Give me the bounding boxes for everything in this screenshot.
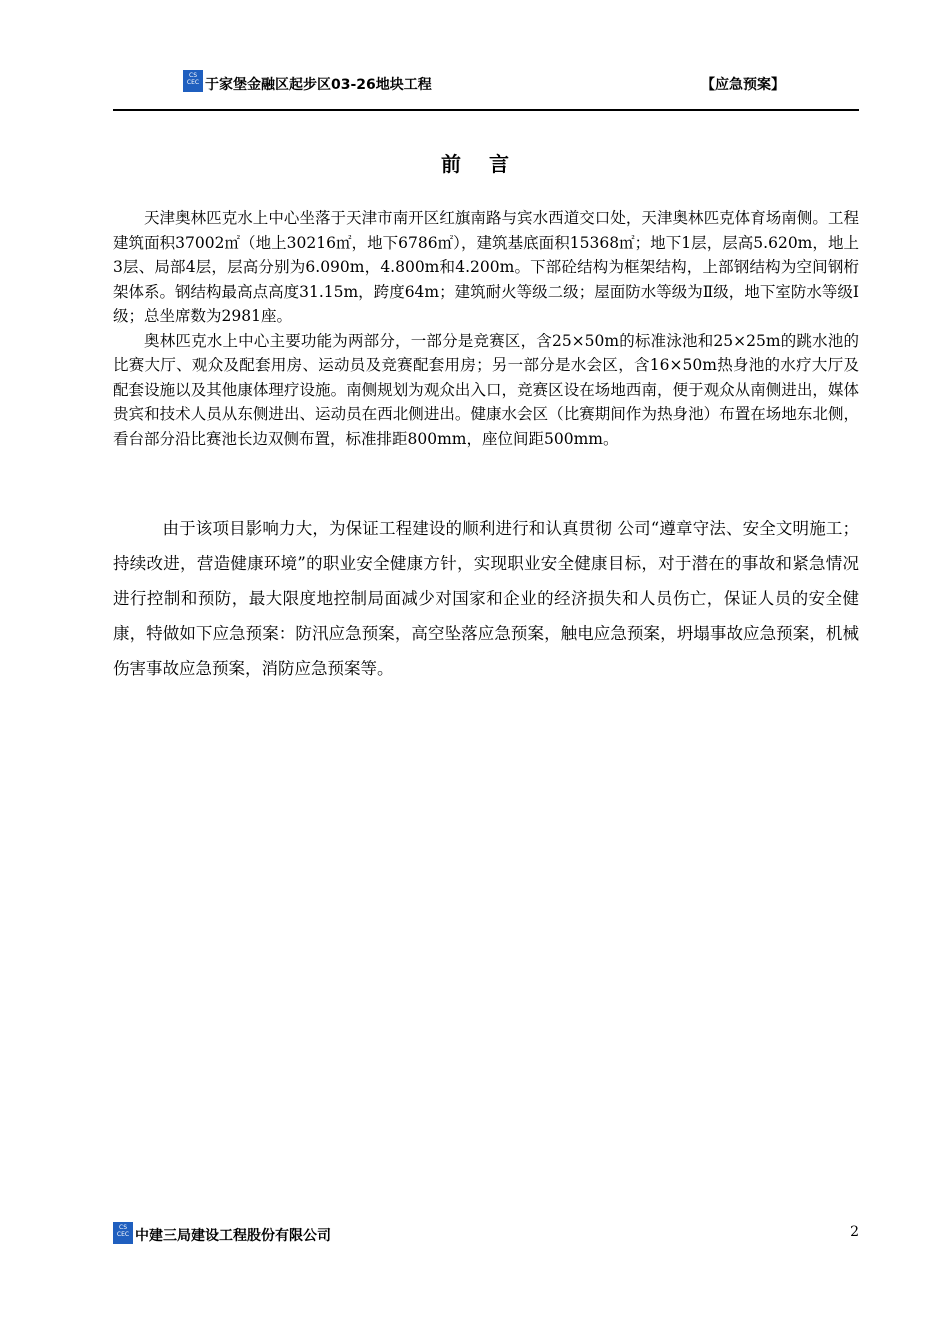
page-header [183, 68, 859, 108]
project-title: 于家堡金融区起步区03-26地块工程 [205, 77, 432, 93]
company-logo-icon: CS CEC [113, 1222, 133, 1244]
document-type-tag: 【应急预案】 [701, 77, 785, 93]
body-text-block [113, 206, 859, 451]
page-number: 2 [850, 1224, 859, 1240]
company-name: 中建三局建设工程股份有限公司 [135, 1228, 331, 1244]
page-title: 前言 [441, 152, 537, 176]
paragraph-emergency-plan: 由于该项目影响力大，为保证工程建设的顺利进行和认真贯彻 公司“遵章守法、安全文明施工；持续改进，营造健康环境”的职业安全健康方针，实现职业安全健康目标，对于潜在的事故和紧急情况进行控制和预防，最大限度地控制局面减少对国家和企业的经济损失和人员伤亡，保证人员的安全健康，特做如下应急预案：防汛应急预案，高空坠落应急预案，触电应急预案，坍塌事故应急预案，机械伤害事故应急预案，消防应急预案等。 [113, 519, 859, 678]
paragraph-project-overview: 天津奥林匹克水上中心坐落于天津市南开区红旗南路与宾水西道交口处，天津奥林匹克体育场南侧。工程建筑面积37002㎡（地上30216㎡，地下6786㎡），建筑基底面积15368㎡；地下1层，层高5.620m，地上3层、局部4层，层高分别为6.090m，4.800m和4.200m。下部砼结构为框架结构，上部钢结构为空间钢桁架体系。钢结构最高点高度31.15m，跨度64m；建筑耐火等级二级；屋面防水等级为Ⅱ级，地下室防水等级Ⅰ级；总坐席数为2981座。 [113, 209, 859, 325]
paragraph-functions: 奥林匹克水上中心主要功能为两部分，一部分是竞赛区，含25×50m的标准泳池和25×25m的跳水池的比赛大厅、观众及配套用房、运动员及竞赛配套用房；另一部分是水会区，含16×50m热身池的水疗大厅及配套设施以及其他康体理疗设施。南侧规划为观众出入口，竞赛区设在场地西南，便于观众从南侧进出，媒体贵宾和技术人员从东侧进出、运动员在西北侧进出。健康水会区（比赛期间作为热身池）布置在场地东北侧，看台部分沿比赛池长边双侧布置，标准排距800mm，座位间距500mm。 [113, 331, 859, 448]
page-footer [113, 1220, 859, 1250]
company-logo-icon: CS CEC [183, 70, 203, 92]
body-text-block-emergency [113, 511, 859, 686]
header-divider [113, 109, 859, 111]
